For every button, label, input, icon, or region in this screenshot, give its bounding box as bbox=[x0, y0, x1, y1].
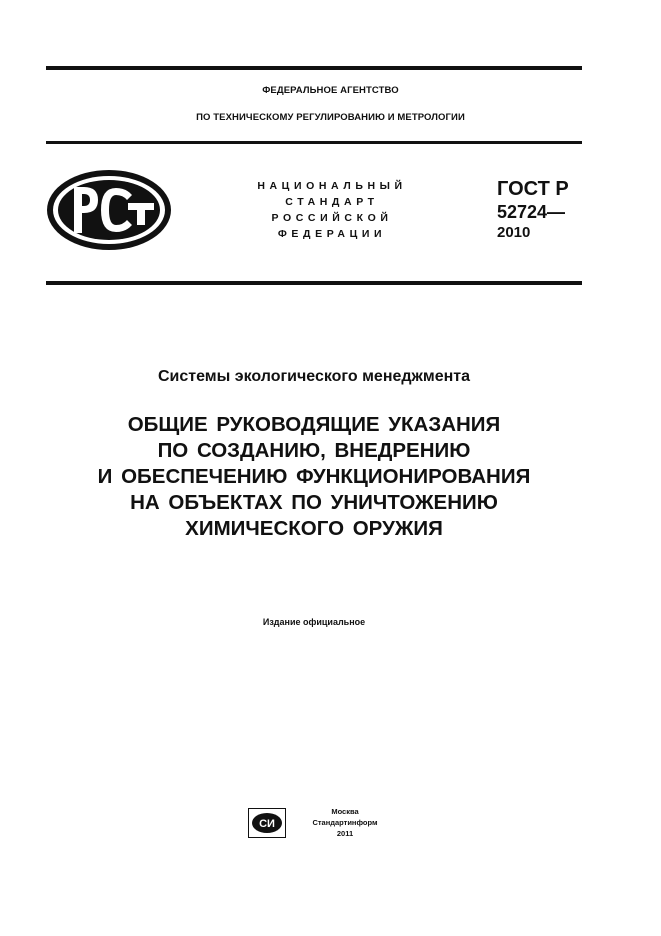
document-title bbox=[0, 412, 628, 542]
header-rule bbox=[46, 141, 582, 144]
gost-year: 2010 bbox=[497, 224, 531, 241]
standartinform-logo-icon bbox=[248, 808, 286, 838]
agency-line-1: ФЕДЕРАЛЬНОЕ АГЕНТСТВО bbox=[262, 85, 399, 96]
title-line-3: И ОБЕСПЕЧЕНИЮ ФУНКЦИОНИРОВАНИЯ bbox=[97, 465, 531, 488]
publisher-block bbox=[300, 806, 390, 839]
title-line-1: ОБЩИЕ РУКОВОДЯЩИЕ УКАЗАНИЯ bbox=[127, 413, 501, 436]
rst-logo-text: РСТ bbox=[109, 251, 111, 252]
publisher-year: 2011 bbox=[336, 829, 354, 838]
gost-number: 52724— bbox=[497, 202, 566, 222]
rst-logo-icon bbox=[44, 167, 174, 253]
title-line-4: НА ОБЪЕКТАХ ПО УНИЧТОЖЕНИЮ bbox=[130, 491, 498, 514]
standard-kind-line-1: НАЦИОНАЛЬНЫЙ bbox=[257, 180, 407, 192]
standard-block-rule bbox=[46, 281, 582, 285]
agency-line-2: ПО ТЕХНИЧЕСКОМУ РЕГУЛИРОВАНИЮ И МЕТРОЛОГИИ bbox=[196, 112, 465, 123]
gost-prefix: ГОСТ Р bbox=[497, 178, 569, 200]
publisher-logo-text: СИ bbox=[259, 818, 275, 830]
standard-kind-line-2: СТАНДАРТ bbox=[285, 196, 379, 208]
document-subtitle: Системы экологического менеджмента bbox=[157, 368, 471, 385]
standard-kind bbox=[232, 178, 432, 242]
gost-designation bbox=[497, 178, 569, 241]
title-line-2: ПО СОЗДАНИЮ, ВНЕДРЕНИЮ bbox=[157, 439, 471, 462]
publisher-city: Москва bbox=[331, 807, 359, 816]
top-rule bbox=[46, 66, 582, 70]
standard-kind-line-3: РОССИЙСКОЙ bbox=[271, 212, 393, 224]
standard-kind-line-4: ФЕДЕРАЦИИ bbox=[277, 228, 387, 240]
title-line-5: ХИМИЧЕСКОГО ОРУЖИЯ bbox=[185, 517, 443, 540]
publisher-name: Стандартинформ bbox=[312, 818, 378, 827]
edition-label: Издание официальное bbox=[262, 617, 366, 627]
